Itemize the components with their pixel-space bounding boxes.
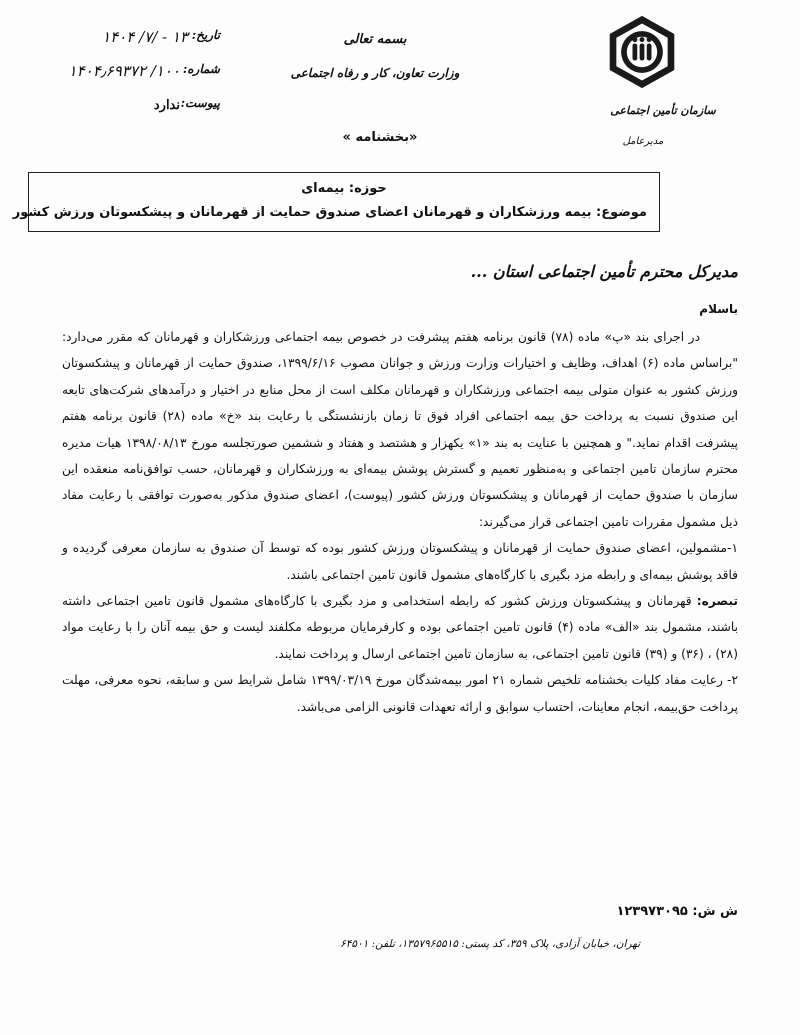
addressee: مدیرکل محترم تأمین اجتماعی استان ...: [470, 262, 738, 281]
basmala: بسمه تعالی: [343, 32, 407, 47]
date-row: [70, 28, 220, 62]
attachment-row: [70, 96, 220, 130]
number-row: [70, 62, 220, 96]
body-paragraph: در اجرای بند «پ» ماده (۷۸) قانون برنامه هفتم پیشرفت در خصوص بیمه اجتماعی ورزشکاران و قهرمانان که مقرر می‌دارد: "براساس ماده (۶) اهداف، وظایف و اختیارات وزارت ورزش و جوانان مصوب ۱۳۹۹/۶/۱۶، صندوق حمایت از قهرمانان و پیشکسوتان ورزش کشور به عنوان متولی بیمه اجتماعی ورزشکاران و قهرمانان مکلف است از محل منابع در اختیار و درآمدهای شرکت‌های تابعه این صندوق نسبت به پرداخت حق بیمه اجتماعی افراد فوق تا زمان بازنشستگی با رعایت بند «خ» ماده (۲۸) قانون برنامه هفتم پیشرفت اقدام نماید." و همچنین با عنایت به بند «۱» یکهزار و هشتصد و هفتاد و ششمین صورتجلسه مورخ ۱۳۹۸/۰۸/۱۳ هیات مدیره محترم سازمان تامین اجتماعی و به‌منظور تعمیم و گسترش پوشش بیمه‌ای به ورزشکاران و قهرمانان، حسب توافق‌نامه منعقده این سازمان با صندوق حمایت از قهرمانان و پیشکسوتان ورزش کشور (پیوست)، اعضای صندوق مذکور به‌صورت توافقی با رعایت مفاد ذیل مشمول مقررات تامین اجتماعی قرار می‌گیرند:: [62, 330, 738, 529]
subject-box: [12, 172, 660, 232]
note-text: قهرمانان و پیشکسوتان ورزش کشور که رابطه استخدامی و مزد بگیری با کارگاه‌های مشمول قانون تامین اجتماعی داشته باشند، مشمول بند «الف» ماده (۴) قانون تامین اجتماعی بوده و کارفرمایان مربوطه مکلفند لیست و حق بیمه آنان را با رعایت مواد (۲۸) ، (۳۶) و (۳۹) قانون تامین اجتماعی، به سازمان تامین اجتماعی ارسال و پرداخت نمایند.: [62, 594, 738, 661]
serial-number: ش ش: ۱۲۳۹۷۳۰۹۵: [616, 904, 738, 919]
ministry-name: وزارت تعاون، کار و رفاه اجتماعی: [290, 66, 460, 80]
date-value: ۱۴۰۴ /۷/ - ۱۳: [102, 28, 188, 46]
note-label: تبصره:: [696, 594, 738, 609]
letter-body: [62, 324, 738, 720]
note-paragraph: [62, 588, 738, 667]
attachment-value: ندارد: [153, 98, 180, 113]
letter-meta: [70, 28, 220, 130]
list-item: ۱-مشمولین، اعضای صندوق حمایت از قهرمانان و پیشکسوتان ورزش کشور بوده که توسط آن صندوق به سازمان معرفی گردیده و فاقد پوشش بیمه‌ای و رابطه مزد بگیری با کارگاه‌های مشمول قانون تامین اجتماعی باشند.: [62, 541, 738, 582]
greeting: باسلام: [699, 302, 738, 316]
domain-line: حوزه: بیمه‌ای: [301, 181, 387, 196]
date-label: تاریخ:: [191, 28, 220, 42]
attachment-label: پیوست:: [180, 96, 220, 110]
list-item: ۲- رعایت مفاد کلیات بخشنامه تلخیص شماره ۲۱ امور بیمه‌شدگان مورخ ۱۳۹۹/۰۳/۱۹ شامل شرایط سن و سابقه، نحوه معرفی، مهلت پرداخت حق‌بیمه، انجام معاینات، احتساب سوابق و ارائه تعهدات قانونی الزامی می‌باشد.: [62, 673, 738, 714]
organization-name: سازمان تأمین اجتماعی: [610, 104, 716, 117]
subject-line: موضوع: بیمه ورزشکاران و قهرمانان اعضای صندوق حمایت از قهرمانان و پیشکسوتان ورزش کشور: [12, 205, 647, 220]
document-type: «بخشنامه »: [342, 130, 418, 145]
number-value: ۱۴۰۴٫۶۹۳۷۲ /۱۰۰۰: [68, 62, 188, 80]
postal-address: تهران، خیابان آزادی، پلاک ۳۵۹، کد پستی: ۱۳۵۷۹۶۵۵۱۵، تلفن: ۶۴۵۰۱: [340, 938, 640, 950]
social-security-logo-icon: [604, 14, 680, 90]
organization-position: مدیرعامل: [622, 136, 664, 147]
number-label: شماره:: [182, 62, 220, 76]
